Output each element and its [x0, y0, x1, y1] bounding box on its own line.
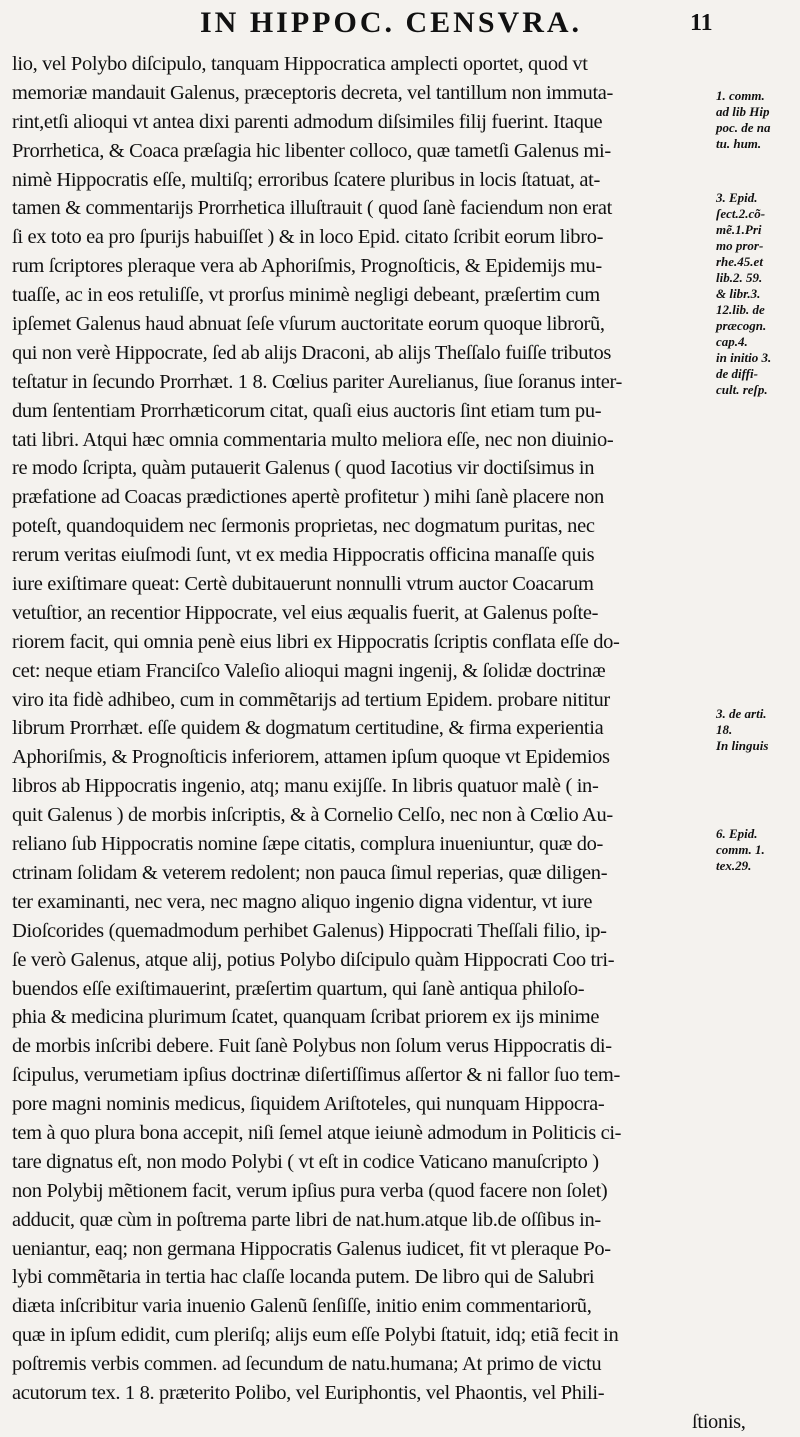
margin-note-line: 1. comm.	[716, 88, 765, 103]
text-line: poſtremis verbis commen. ad ſecundum de natu.humana; At primo de victu	[12, 1353, 602, 1376]
margin-note-line: ſect.2.cõ-	[716, 206, 766, 221]
text-line: libros ab Hippocratis ingenio, atq; manu exijſſe. In libris quatuor malè ( in-	[12, 775, 599, 798]
text-line: de morbis inſcribi debere. Fuit ſanè Polybus non ſolum verus Hippocratis di-	[12, 1035, 612, 1058]
text-line: ſi ex toto ea pro ſpurijs habuiſſet ) & in loco Epid. citato ſcribit eorum libro-	[12, 226, 604, 249]
margin-note-line: cult. reſp.	[716, 382, 768, 397]
margin-note-line: præcogn.	[716, 318, 767, 333]
text-line: dum ſententiam Prorrhæticorum citat, quaſi eius auctoris ſint etiam tum pu-	[12, 399, 602, 422]
text-line: teſtatur in ſecundo Prorrhæt. 1 8. Cœlius pariter Aurelianus, ſiue ſoranus inter-	[12, 370, 623, 393]
margin-note	[716, 88, 800, 152]
text-line: tuaſſe, ac in eos retuliſſe, vt prorſus minimè negligi debeant, præſertim cum	[12, 284, 600, 307]
text-line: rum ſcriptores pleraque vera ab Aphoriſmis, Prognoſticis, & Epidemijs mu-	[12, 255, 602, 278]
text-line: Dioſcorides (quemadmodum perhibet Galenus) Hippocrati Theſſali filio, ip-	[12, 919, 607, 942]
text-line: buendos eſſe exiſtimauerint, præſertim quartum, qui ſanè antiqua philoſo-	[12, 977, 585, 1000]
margin-note-line: poc. de na	[716, 120, 771, 135]
text-line: ſe verò Galenus, atque alij, potius Polybo diſcipulo quàm Hippocrati Coo tri-	[12, 948, 615, 971]
margin-note-line: tu. hum.	[716, 136, 762, 151]
margin-note-line: 18.	[716, 722, 733, 737]
text-line: riorem facit, qui omnia penè eius libri ex Hippocratis ſcriptis conflata eſſe do-	[12, 630, 620, 653]
margin-note-line: cap.4.	[716, 334, 748, 349]
margin-note-line: 3. de arti.	[716, 706, 767, 721]
text-line: re modo ſcripta, quàm putauerit Galenus ( quod Iacotius vir doctiſsimus in	[12, 457, 595, 480]
text-line: rerum veritas eiuſmodi ſunt, vt ex media Hippocratis officina manaſſe quis	[12, 544, 595, 567]
margin-note-line: rhe.45.et	[716, 254, 763, 269]
text-line: quit Galenus ) de morbis inſcriptis, & à Cornelio Celſo, nec non à Cœlio Au-	[12, 804, 613, 827]
text-line: reliano ſub Hippocratis nomine ſæpe citatis, complura inueniuntur, quæ do-	[12, 833, 604, 856]
text-line: Prorrhetica, & Coaca præſagia hic libenter colloco, quæ tametſi Galenus mi-	[12, 139, 611, 162]
text-line: ſcipulus, verumetiam ipſius doctrinæ diſertiſſimus aſſertor & ni fallor ſuo tem-	[12, 1064, 620, 1087]
margin-note-line: in initio 3.	[716, 350, 772, 365]
margin-notes	[716, 0, 800, 1311]
text-line: tati libri. Atqui hæc omnia commentaria multo meliora eſſe, nec non diuinio-	[12, 428, 614, 451]
margin-note-line: comm. 1.	[716, 842, 765, 857]
margin-note-line: & libr.3.	[716, 286, 761, 301]
text-line: iure exiſtimare queat: Certè dubitauerunt nonnulli vtrum auctor Coacarum	[12, 573, 594, 596]
text-line: viro ita fidè adhibeo, cum in commẽtarijs ad tertium Epidem. probare nititur	[12, 688, 610, 711]
text-line: acutorum tex. 1 8. præterito Polibo, vel Euriphontis, vel Phaontis, vel Phili-	[12, 1381, 605, 1404]
text-line: tare dignatus eſt, non modo Polybi ( vt eſt in codice Vaticano manuſcripto )	[12, 1150, 599, 1173]
text-line: qui non verè Hippocrate, ſed ab alijs Draconi, ab alijs Theſſalo fuiſſe tributos	[12, 341, 611, 364]
text-line: præfatione ad Coacas prædictiones apertè profitetur ) mihi ſanè placere non	[12, 486, 604, 509]
text-line: phia & medicina plurimum ſcatet, quanquam ſcribat priorem ex ijs minime	[12, 1006, 600, 1029]
margin-note	[716, 826, 800, 874]
text-line: poteſt, quandoquidem nec ſermonis proprietas, nec dogmatum puritas, nec	[12, 515, 595, 538]
margin-note	[716, 190, 800, 398]
text-line: librum Prorrhæt. eſſe quidem & dogmatum certitudine, & firma experientia	[12, 717, 604, 740]
text-line: cet: neque etiam Franciſco Valeſio alioqui magni ingenij, & ſolidæ doctrinæ	[12, 659, 606, 682]
text-line: rint,etſi alioqui vt antea dixi parenti admodum diſsimiles filij fuerint. Itaque	[12, 110, 603, 133]
text-line: ctrinam ſolidam & veterem redolent; non pauca ſimul reperias, quæ diligen-	[12, 861, 608, 884]
text-line: non Polybij mẽtionem facit, verum ipſius pura verba (quod facere non ſolet)	[12, 1179, 608, 1202]
text-line: ipſemet Galenus haud abnuat ſeſe vſurum auctoritate eorum quoque librorũ,	[12, 313, 605, 336]
text-line: diæta inſcribitur varia inuenio Galenũ ſenſiſſe, initio enim commentariorũ,	[12, 1295, 592, 1318]
text-line: quæ in ipſum edidit, cum pleriſq; alijs eum eſſe Polybi ſtatuit, idq; etiã fecit in	[12, 1324, 619, 1347]
running-title: IN HIPPOC. CENSVRA.	[200, 6, 583, 39]
text-line: ueniantur, eaq; non germana Hippocratis Galenus iudicet, fit vt pleraque Po-	[12, 1237, 611, 1260]
margin-note-line: 12.lib. de	[716, 302, 765, 317]
margin-note-line: 6. Epid.	[716, 826, 758, 841]
text-line: tamen & commentarijs Prorrhetica illuſtrauit ( quod ſanè faciendum non erat	[12, 197, 612, 220]
margin-note-line: 3. Epid.	[716, 190, 758, 205]
margin-note-line: de diffi-	[716, 366, 758, 381]
text-line: Aphoriſmis, & Prognoſticis inferiorem, attamen ipſum quoque vt Epidemios	[12, 746, 610, 769]
running-header	[0, 0, 800, 48]
margin-note-line: mo pror-	[716, 238, 764, 253]
margin-note-line: lib.2. 59.	[716, 270, 763, 285]
text-line: ſtionis,	[692, 1410, 746, 1433]
margin-note-line: In linguis	[716, 738, 769, 753]
margin-note-line: tex.29.	[716, 858, 752, 873]
margin-note	[716, 706, 800, 754]
text-line: lio, vel Polybo diſcipulo, tanquam Hippocratica amplecti oportet, quod vt	[12, 53, 588, 75]
text-line: lybi commẽtaria in tertia hac claſſe locanda putem. De libro qui de Salubri	[12, 1266, 595, 1289]
margin-note-line: mẽ.1.Pri	[716, 222, 762, 237]
text-line: ter examinanti, nec vera, nec magno aliquo ingenio digna videntur, vt iure	[12, 890, 593, 913]
text-line: nimè Hippocratis eſſe, multiſq; erroribus ſcatere pluribus in locis ſtatuat, at-	[12, 168, 600, 191]
text-line: vetuſtior, an recentior Hippocrate, vel eius æqualis fuerit, at Galenus poſte-	[12, 601, 599, 624]
text-line: pore magni nominis medicus, ſiquidem Ariſtoteles, qui nunquam Hippocra-	[12, 1093, 605, 1116]
text-line: tem à quo plura bona accepit, niſi ſemel atque ieiunè admodum in Politicis ci-	[12, 1121, 622, 1144]
text-line: adducit, quæ cùm in poſtrema parte libri de nat.hum.atque lib.de oſſibus in-	[12, 1208, 601, 1231]
margin-note-line: ad lib Hip	[716, 104, 770, 119]
page-number: 11	[690, 10, 713, 36]
text-line: memoriæ mandauit Galenus, præceptoris decreta, vel tantillum non immuta-	[12, 81, 614, 104]
